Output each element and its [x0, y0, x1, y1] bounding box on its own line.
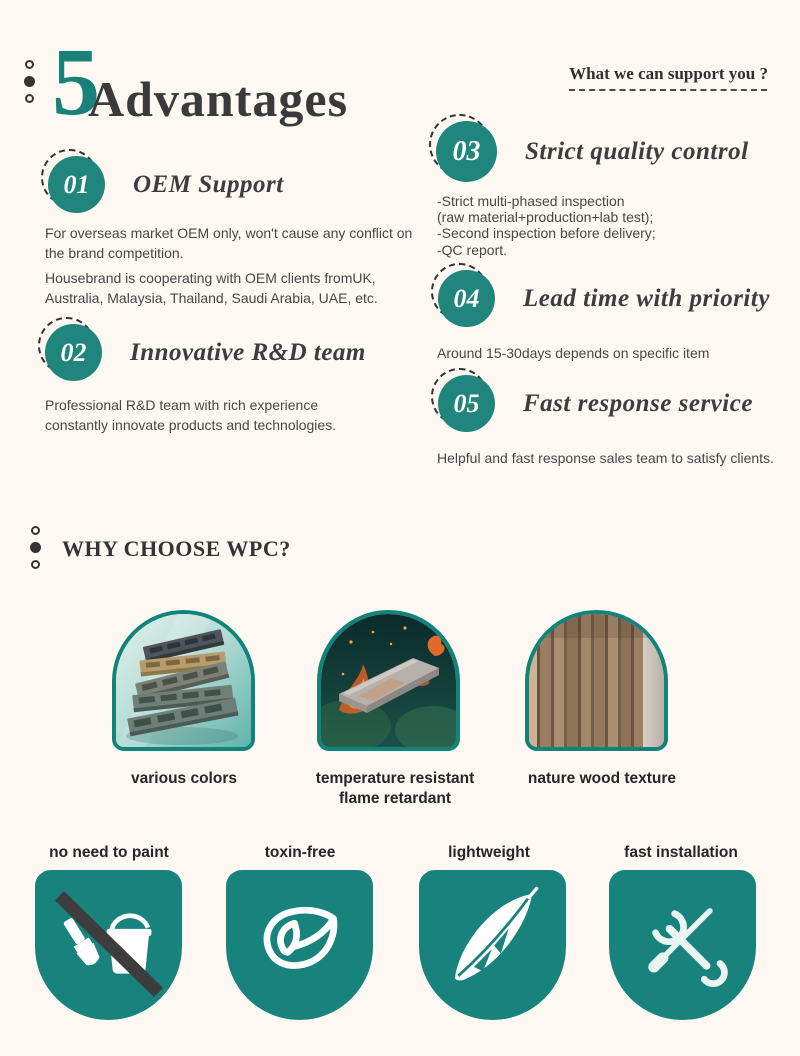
- badge-fast-installation: [609, 870, 756, 1020]
- dot-hollow-icon: [25, 60, 34, 69]
- advantage-item-01: [48, 156, 284, 213]
- advantage-01-para2: Housebrand is cooperating with OEM clients fromUK, Australia, Malaysia, Thailand, Saudi Arabia, UAE, etc.: [45, 270, 378, 307]
- advantage-04-para: Around 15-30days depends on specific item: [437, 345, 710, 361]
- advantage-number-badge: [438, 375, 495, 432]
- badge-label: toxin-free: [264, 844, 336, 861]
- no-paint-icon: [50, 884, 168, 1002]
- support-note: [569, 64, 768, 91]
- feature-image-flame-retardant: [317, 610, 460, 751]
- badge-label: lightweight: [448, 844, 530, 861]
- advantage-title: Lead time with priority: [523, 284, 770, 312]
- advantage-03-details: [437, 193, 656, 258]
- decor-dots-why: [30, 526, 41, 569]
- advantage-item-04: [438, 270, 770, 327]
- dot-filled-icon: [30, 542, 41, 553]
- detail-line: -Second inspection before delivery;: [437, 225, 656, 242]
- advantage-01-para1: For overseas market OEM only, won't cause any conflict on the brand competition.: [45, 225, 413, 262]
- dot-filled-icon: [24, 76, 35, 87]
- badge-lightweight: [419, 870, 566, 1020]
- advantage-number-badge: [45, 324, 102, 381]
- dashed-underline: [569, 89, 767, 91]
- badge-label: fast installation: [624, 844, 738, 861]
- support-note-text: What we can support you ?: [569, 64, 768, 83]
- advantage-title: Fast response service: [523, 389, 753, 417]
- page-title: Advantages: [88, 71, 349, 127]
- detail-line: (raw material+production+lab test);: [437, 209, 654, 226]
- advantage-number-badge: [48, 156, 105, 213]
- number-circle: 05: [438, 375, 495, 432]
- hero-big-number: 5: [52, 28, 100, 135]
- crossed-tools-icon: [627, 884, 739, 996]
- advantage-number-badge: [438, 270, 495, 327]
- advantage-item-05: [438, 375, 753, 432]
- dot-hollow-icon: [25, 94, 34, 103]
- dot-hollow-icon: [31, 526, 40, 535]
- number-circle: 03: [436, 121, 497, 182]
- feather-icon: [437, 884, 549, 996]
- stacked-boards-illustration: [116, 614, 251, 747]
- board-in-flames-illustration: [321, 614, 456, 747]
- detail-line: -Strict multi-phased inspection: [437, 193, 625, 209]
- feature-label: nature wood texture: [527, 770, 677, 787]
- feature-label: various colors: [131, 770, 237, 787]
- badge-no-need-to-paint: [35, 870, 182, 1020]
- advantage-item-02: [45, 324, 366, 381]
- why-choose-title: WHY CHOOSE WPC?: [62, 536, 291, 561]
- feature-label-line2: flame retardant: [339, 790, 451, 808]
- detail-line: -QC report.: [437, 241, 508, 258]
- feature-image-various-colors: [112, 610, 255, 751]
- leaf-icon: [244, 884, 356, 996]
- decor-dots-top: [24, 60, 35, 103]
- feature-label-line1: temperature resistant: [315, 770, 475, 787]
- number-circle: 01: [48, 156, 105, 213]
- number-circle: 02: [45, 324, 102, 381]
- feature-label: [305, 769, 485, 809]
- badge-label: no need to paint: [49, 844, 169, 861]
- advantage-title: OEM Support: [133, 170, 284, 198]
- advantage-05-para: Helpful and fast response sales team to satisfy clients.: [437, 450, 774, 466]
- badge-toxin-free: [226, 870, 373, 1020]
- number-circle: 04: [438, 270, 495, 327]
- advantage-number-badge: [436, 121, 497, 182]
- wood-slat-panel-illustration: [529, 614, 664, 747]
- dot-hollow-icon: [31, 560, 40, 569]
- advantage-title: Strict quality control: [525, 137, 749, 165]
- advantage-item-03: [436, 121, 749, 182]
- advantage-title: Innovative R&D team: [130, 338, 366, 366]
- feature-image-wood-texture: [525, 610, 668, 751]
- advantage-02-para: Professional R&D team with rich experience constantly innovate products and technologies.: [45, 397, 337, 434]
